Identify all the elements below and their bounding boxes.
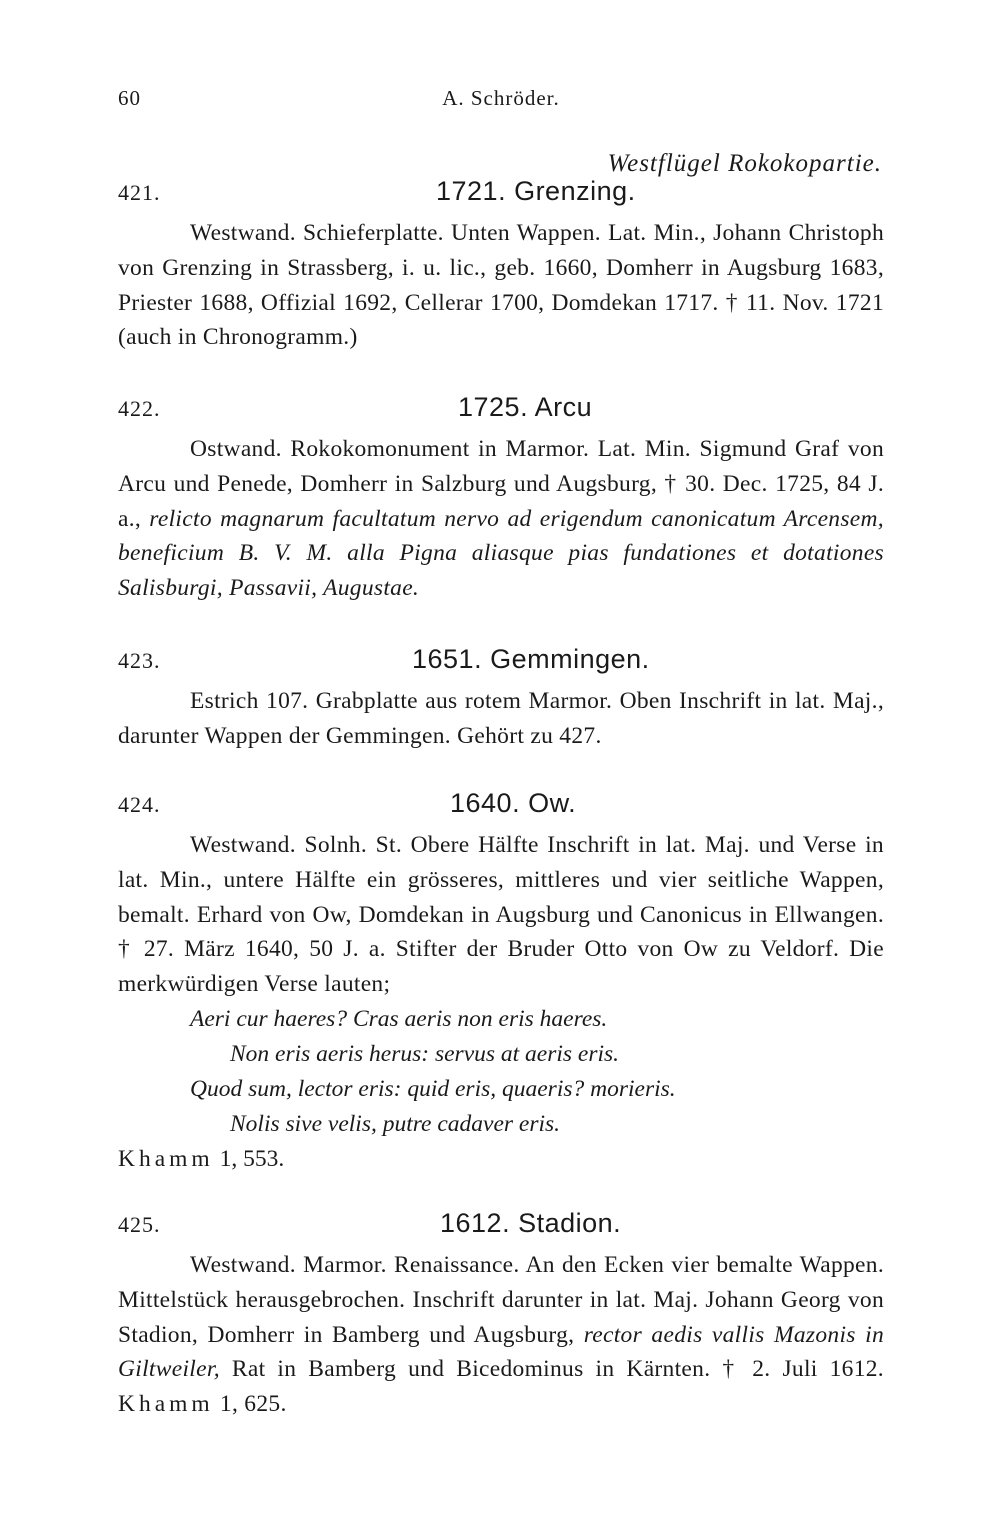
entry-423 (118, 644, 884, 754)
entry-text: Westwand. Marmor. Renaissance. An den Ecken vier bemalte Wappen. Mittelstück herausgebrochen. Inschrift darunter in lat. Maj. Johann Georg von Stadion, Domherr in Bamberg und Augsburg, (118, 1252, 884, 1348)
entry-number: 424. (118, 792, 161, 817)
entry-421 (118, 176, 884, 355)
entry-number: 421. (118, 180, 161, 205)
entry-heading: 1651. Gemmingen. (412, 644, 650, 674)
entry-body (118, 1248, 884, 1422)
entry-heading: 1640. Ow. (450, 788, 577, 818)
entry-text: Estrich 107. Grabplatte aus rotem Marmor. Oben Inschrift in lat. Maj., darunter Wappen der Gemmingen. Gehört zu 427. (118, 688, 884, 749)
running-title: A. Schröder. (442, 86, 560, 110)
entry-head (118, 788, 884, 828)
entry-422 (118, 392, 884, 606)
entry-heading: 1721. Grenzing. (436, 176, 636, 206)
citation-reference: 1, 553. (219, 1145, 285, 1172)
entry-body (118, 828, 884, 1002)
entry-text: Rat in Bamberg und Bicedominus in Kärnten. † 2. Juli 1612. (231, 1356, 884, 1383)
entry-head (118, 392, 884, 432)
entry-number: 422. (118, 396, 161, 421)
entry-head (118, 644, 884, 684)
verse-line: Non eris aeris herus: servus at aeris eris. (230, 1040, 620, 1067)
entry-number: 425. (118, 1212, 161, 1237)
entry-head (118, 1208, 884, 1248)
entry-heading: 1725. Arcu (458, 392, 593, 422)
entry-body (118, 684, 884, 754)
entry-425 (118, 1208, 884, 1422)
entry-number: 423. (118, 648, 161, 673)
entry-body (118, 432, 884, 606)
entry-text: Westwand. Solnh. St. Obere Hälfte Inschrift in lat. Maj. und Verse in lat. Min., untere Hälfte ein grösseres, mittleres und vier seitliche Wappen, bemalt. Erhard von Ow, Domdekan in Augsburg und Canonicus in Ellwangen. † 27. März 1640, 50 J. a. Stifter der Bruder Otto von Ow zu Veldorf. Die merkwürdigen Verse lauten; (118, 832, 884, 998)
entry-latin-text: relicto magnarum facultatum nervo ad erigendum canonicatum Arcensem, beneficium B. V. M. alla Pigna aliasque pias fundationes et dotationes Salisburgi, Passavii, Augustae. (118, 505, 884, 602)
citation (118, 1142, 884, 1177)
citation-author: Khamm (118, 1145, 214, 1172)
entry-heading: 1612. Stadion. (440, 1208, 622, 1238)
entry-text: Ostwand. Rokokomonument in Marmor. Lat. Min. Sigmund Graf von Arcu und Penede, Domherr in Salzburg und Augsburg, † 30. Dec. 1725, 84 J. a., (118, 436, 884, 532)
entry-head (118, 176, 884, 216)
section-title: Westflügel Rokokopartie. (607, 150, 882, 177)
running-head (118, 86, 884, 116)
citation-reference: 1, 625. (219, 1391, 287, 1418)
verse-line: Nolis sive velis, putre cadaver eris. (230, 1110, 561, 1137)
page-number: 60 (118, 86, 141, 110)
verse-line: Aeri cur haeres? Cras aeris non eris haeres. (190, 1005, 608, 1032)
entry-text: Westwand. Schieferplatte. Unten Wappen. Lat. Min., Johann Christoph von Grenzing in Strassberg, i. u. lic., geb. 1660, Domherr in Augsburg 1683, Priester 1688, Offizial 1692, Cellerar 1700, Domdekan 1717. † 11. Nov. 1721 (auch in Chronogramm.) (118, 220, 884, 351)
verse-block (118, 1002, 884, 1142)
verse-line: Quod sum, lector eris: quid eris, quaeris? morieris. (190, 1075, 676, 1102)
entry-latin-text: rector aedis vallis Mazonis in Giltweiler, (118, 1321, 884, 1383)
entry-body (118, 216, 884, 355)
entry-424 (118, 788, 884, 1177)
citation-author: Khamm (118, 1391, 214, 1418)
